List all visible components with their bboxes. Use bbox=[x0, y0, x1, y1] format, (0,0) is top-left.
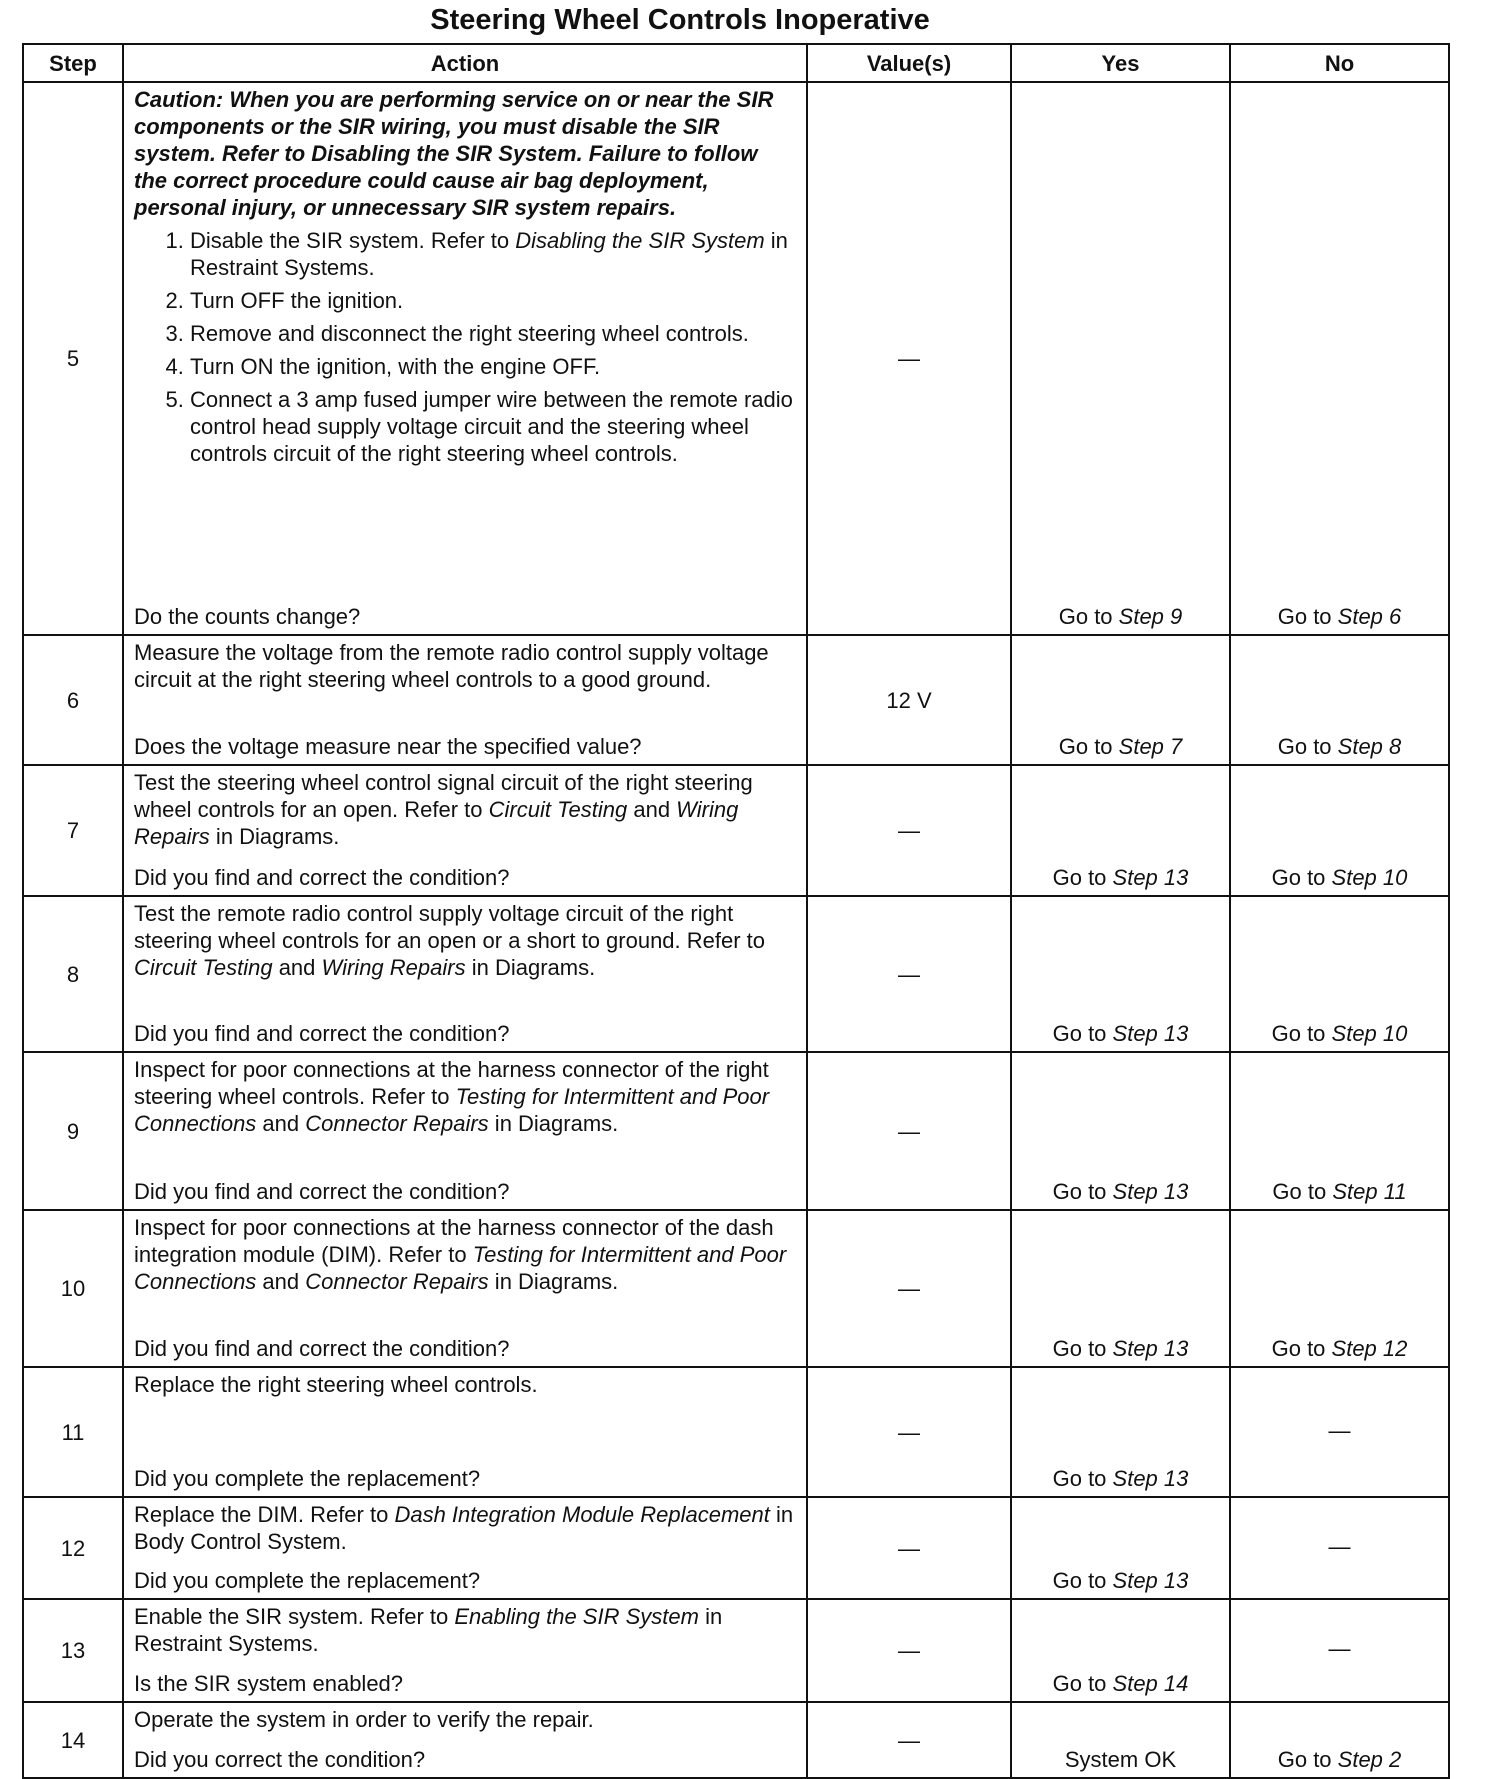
action-text: in Diagrams. bbox=[488, 1111, 619, 1136]
header-action: Action bbox=[123, 44, 807, 82]
no-cell bbox=[1230, 1210, 1449, 1367]
no-cell bbox=[1230, 765, 1449, 896]
step-number: 11 bbox=[23, 1367, 123, 1497]
yes-cell bbox=[1011, 765, 1230, 896]
no-cell bbox=[1230, 1497, 1449, 1599]
action-text: Operate the system in order to verify the repair. bbox=[134, 1707, 594, 1732]
action-text: and bbox=[256, 1111, 306, 1136]
action-cell bbox=[123, 765, 807, 896]
goto-step: Step 2 bbox=[1337, 1747, 1402, 1772]
table-row bbox=[23, 635, 1449, 765]
goto-text: Go to bbox=[1052, 1021, 1113, 1046]
goto-step: Step 7 bbox=[1118, 734, 1183, 759]
action-text: Test the remote radio control supply voltage circuit of the right steering wheel controls for an open or a short to ground. Refer to bbox=[134, 901, 766, 953]
goto-step: Step 10 bbox=[1331, 1021, 1408, 1046]
table-row bbox=[23, 765, 1449, 896]
value-cell: — bbox=[807, 1367, 1011, 1497]
reference-link-text: Wiring Repairs bbox=[321, 955, 466, 980]
reference-link-text: Dash Integration Module Replacement bbox=[394, 1502, 770, 1527]
yes-cell bbox=[1011, 1599, 1230, 1702]
action-content bbox=[134, 1214, 796, 1362]
reference-link-text: Circuit Testing bbox=[134, 955, 273, 980]
action-instructions bbox=[134, 1501, 796, 1555]
action-cell bbox=[123, 82, 807, 635]
yes-cell bbox=[1011, 1497, 1230, 1599]
goto-text: Go to bbox=[1052, 1671, 1113, 1696]
action-instructions bbox=[134, 900, 796, 981]
action-text: in Diagrams. bbox=[465, 955, 596, 980]
dash: — bbox=[1328, 1636, 1351, 1661]
value-cell: — bbox=[807, 1702, 1011, 1778]
value-cell: — bbox=[807, 1497, 1011, 1599]
table-header-row bbox=[23, 44, 1449, 82]
action-content bbox=[134, 1501, 796, 1594]
action-question: Did you find and correct the condition? bbox=[134, 1021, 510, 1046]
action-instructions bbox=[134, 1214, 796, 1295]
reference-link-text: Testing for Intermittent and Poor Connections bbox=[134, 1084, 770, 1136]
action-text: Connect a 3 amp fused jumper wire between the remote radio control head supply voltage circuit and the steering wheel controls circuit of the right steering wheel controls. bbox=[190, 387, 793, 466]
table-row bbox=[23, 82, 1449, 635]
reference-link-text: Connector Repairs bbox=[305, 1269, 489, 1294]
action-text: in Restraint Systems. bbox=[190, 228, 788, 280]
step-number: 10 bbox=[23, 1210, 123, 1367]
table-row bbox=[23, 1052, 1449, 1210]
action-question: Did you complete the replacement? bbox=[134, 1466, 481, 1491]
header-no: No bbox=[1230, 44, 1449, 82]
action-text: Measure the voltage from the remote radio control supply voltage circuit at the right steering wheel controls to a good ground. bbox=[134, 640, 769, 692]
action-instructions bbox=[134, 1603, 796, 1657]
goto-text: Go to bbox=[1271, 1021, 1332, 1046]
action-question: Did you find and correct the condition? bbox=[134, 1179, 510, 1204]
no-cell bbox=[1230, 82, 1449, 635]
procedure-list bbox=[134, 227, 796, 467]
step-number: 14 bbox=[23, 1702, 123, 1778]
goto-text: Go to bbox=[1271, 865, 1332, 890]
action-question: Did you correct the condition? bbox=[134, 1747, 426, 1772]
table-row bbox=[23, 1367, 1449, 1497]
goto-text: Go to bbox=[1277, 734, 1338, 759]
goto-text: Go to bbox=[1271, 1336, 1332, 1361]
action-content bbox=[134, 1706, 796, 1773]
no-cell bbox=[1230, 1599, 1449, 1702]
action-cell bbox=[123, 635, 807, 765]
value-cell: — bbox=[807, 82, 1011, 635]
action-text: and bbox=[256, 1269, 306, 1294]
action-text: Disable the SIR system. Refer to bbox=[190, 228, 516, 253]
yes-cell bbox=[1011, 82, 1230, 635]
goto-step: Step 13 bbox=[1112, 1179, 1189, 1204]
header-step: Step bbox=[23, 44, 123, 82]
action-content bbox=[134, 639, 796, 760]
action-content bbox=[134, 900, 796, 1047]
action-cell bbox=[123, 1210, 807, 1367]
goto-text: Go to bbox=[1052, 865, 1113, 890]
yes-cell bbox=[1011, 1367, 1230, 1497]
action-content bbox=[134, 1056, 796, 1205]
action-text: Replace the DIM. Refer to bbox=[134, 1502, 395, 1527]
action-content bbox=[134, 1371, 796, 1492]
action-text: and bbox=[272, 955, 322, 980]
step-number: 6 bbox=[23, 635, 123, 765]
action-cell bbox=[123, 1367, 807, 1497]
action-question: Did you find and correct the condition? bbox=[134, 1336, 510, 1361]
action-instructions bbox=[134, 639, 796, 693]
procedure-step bbox=[190, 353, 796, 380]
goto-step: Step 8 bbox=[1337, 734, 1402, 759]
yes-cell bbox=[1011, 635, 1230, 765]
table-row bbox=[23, 896, 1449, 1052]
action-text: Inspect for poor connections at the harness connector of the right steering wheel controls. Refer to bbox=[134, 1057, 769, 1109]
action-question: Did you find and correct the condition? bbox=[134, 865, 510, 890]
action-text: Turn OFF the ignition. bbox=[190, 288, 404, 313]
action-question: Is the SIR system enabled? bbox=[134, 1671, 404, 1696]
dash: — bbox=[1328, 1533, 1351, 1559]
yes-cell bbox=[1011, 1210, 1230, 1367]
goto-step: Step 13 bbox=[1112, 1336, 1189, 1361]
yes-cell bbox=[1011, 1052, 1230, 1210]
action-instructions bbox=[134, 769, 796, 850]
table-row bbox=[23, 1702, 1449, 1778]
goto-step: Step 6 bbox=[1337, 604, 1402, 629]
reference-link-text: Disabling the SIR System bbox=[515, 228, 765, 253]
step-number: 8 bbox=[23, 896, 123, 1052]
goto-step: Step 10 bbox=[1331, 865, 1408, 890]
action-text: Replace the right steering wheel controls. bbox=[134, 1372, 538, 1397]
action-text: Turn ON the ignition, with the engine OFF. bbox=[190, 354, 601, 379]
goto-step: Step 14 bbox=[1112, 1671, 1189, 1696]
value-cell: — bbox=[807, 896, 1011, 1052]
goto-text: Go to bbox=[1052, 1568, 1113, 1593]
reference-link-text: Circuit Testing bbox=[488, 797, 628, 822]
action-text: Test the steering wheel control signal circuit of the right steering wheel controls for an open. Refer to bbox=[134, 770, 753, 822]
no-cell bbox=[1230, 1052, 1449, 1210]
action-question: Do the counts change? bbox=[134, 604, 361, 629]
action-instructions bbox=[134, 86, 796, 473]
value-cell: — bbox=[807, 1210, 1011, 1367]
action-question: Did you complete the replacement? bbox=[134, 1568, 481, 1593]
table-row bbox=[23, 1210, 1449, 1367]
goto-step: Step 13 bbox=[1112, 1466, 1189, 1491]
step-number: 12 bbox=[23, 1497, 123, 1599]
action-cell bbox=[123, 1052, 807, 1210]
goto-step: Step 13 bbox=[1112, 865, 1189, 890]
procedure-step bbox=[190, 227, 796, 281]
reference-link-text: Connector Repairs bbox=[305, 1111, 489, 1136]
step-number: 9 bbox=[23, 1052, 123, 1210]
procedure-step bbox=[190, 287, 796, 314]
action-instructions bbox=[134, 1371, 796, 1398]
goto-text: Go to bbox=[1058, 604, 1119, 629]
dash: — bbox=[1328, 1417, 1351, 1443]
step-number: 13 bbox=[23, 1599, 123, 1702]
action-text: Enable the SIR system. Refer to bbox=[134, 1604, 455, 1629]
no-cell bbox=[1230, 635, 1449, 765]
action-text: in Diagrams. bbox=[209, 824, 340, 849]
goto-step: Step 9 bbox=[1118, 604, 1183, 629]
goto-text: Go to bbox=[1058, 734, 1119, 759]
action-cell bbox=[123, 896, 807, 1052]
goto-step: Step 13 bbox=[1112, 1568, 1189, 1593]
action-content bbox=[134, 769, 796, 891]
no-cell bbox=[1230, 896, 1449, 1052]
goto-step: Step 12 bbox=[1331, 1336, 1408, 1361]
header-yes: Yes bbox=[1011, 44, 1230, 82]
procedure-step bbox=[190, 386, 796, 467]
action-text: in Restraint Systems. bbox=[134, 1604, 723, 1656]
action-text: in Body Control System. bbox=[134, 1502, 794, 1554]
table-row bbox=[23, 1599, 1449, 1702]
value-cell: — bbox=[807, 1599, 1011, 1702]
result-text: System OK bbox=[1064, 1747, 1177, 1772]
reference-link-text: Enabling the SIR System bbox=[454, 1604, 699, 1629]
yes-cell bbox=[1011, 1702, 1230, 1778]
procedure-step bbox=[190, 320, 796, 347]
action-content bbox=[134, 1603, 796, 1697]
goto-text: Go to bbox=[1052, 1179, 1113, 1204]
goto-text: Go to bbox=[1277, 1747, 1338, 1772]
goto-step: Step 13 bbox=[1112, 1021, 1189, 1046]
action-text: Remove and disconnect the right steering wheel controls. bbox=[190, 321, 749, 346]
no-cell bbox=[1230, 1702, 1449, 1778]
action-content bbox=[134, 86, 796, 630]
goto-text: Go to bbox=[1277, 604, 1338, 629]
no-cell bbox=[1230, 1367, 1449, 1497]
step-number: 5 bbox=[23, 82, 123, 635]
goto-step: Step 11 bbox=[1332, 1179, 1407, 1204]
action-question: Does the voltage measure near the specified value? bbox=[134, 734, 642, 759]
table-row bbox=[23, 1497, 1449, 1599]
action-text: in Diagrams. bbox=[488, 1269, 619, 1294]
step-number: 7 bbox=[23, 765, 123, 896]
reference-link-text: Testing for Intermittent and Poor Connections bbox=[134, 1242, 787, 1294]
action-cell bbox=[123, 1497, 807, 1599]
action-cell bbox=[123, 1599, 807, 1702]
action-text: Inspect for poor connections at the harness connector of the dash integration module (DIM). Refer to bbox=[134, 1215, 774, 1267]
goto-text: Go to bbox=[1272, 1179, 1333, 1204]
value-cell: 12 V bbox=[807, 635, 1011, 765]
action-cell bbox=[123, 1702, 807, 1778]
reference-link-text: Wiring Repairs bbox=[134, 797, 739, 849]
yes-cell bbox=[1011, 896, 1230, 1052]
goto-text: Go to bbox=[1052, 1336, 1113, 1361]
action-text: and bbox=[627, 797, 677, 822]
diagnostic-table bbox=[22, 43, 1450, 1779]
value-cell: — bbox=[807, 765, 1011, 896]
value-cell: — bbox=[807, 1052, 1011, 1210]
action-instructions bbox=[134, 1706, 796, 1733]
caution-text: Caution: When you are performing service on or near the SIR components or the SIR wiring, you must disable the SIR system. Refer to Disabling the SIR System. Failure to follow the correct procedure could cause air bag deployment, personal injury, or unnecessary SIR system repairs. bbox=[134, 87, 774, 220]
action-instructions bbox=[134, 1056, 796, 1137]
header-values: Value(s) bbox=[807, 44, 1011, 82]
page-title: Steering Wheel Controls Inoperative bbox=[430, 4, 930, 36]
goto-text: Go to bbox=[1052, 1466, 1113, 1491]
